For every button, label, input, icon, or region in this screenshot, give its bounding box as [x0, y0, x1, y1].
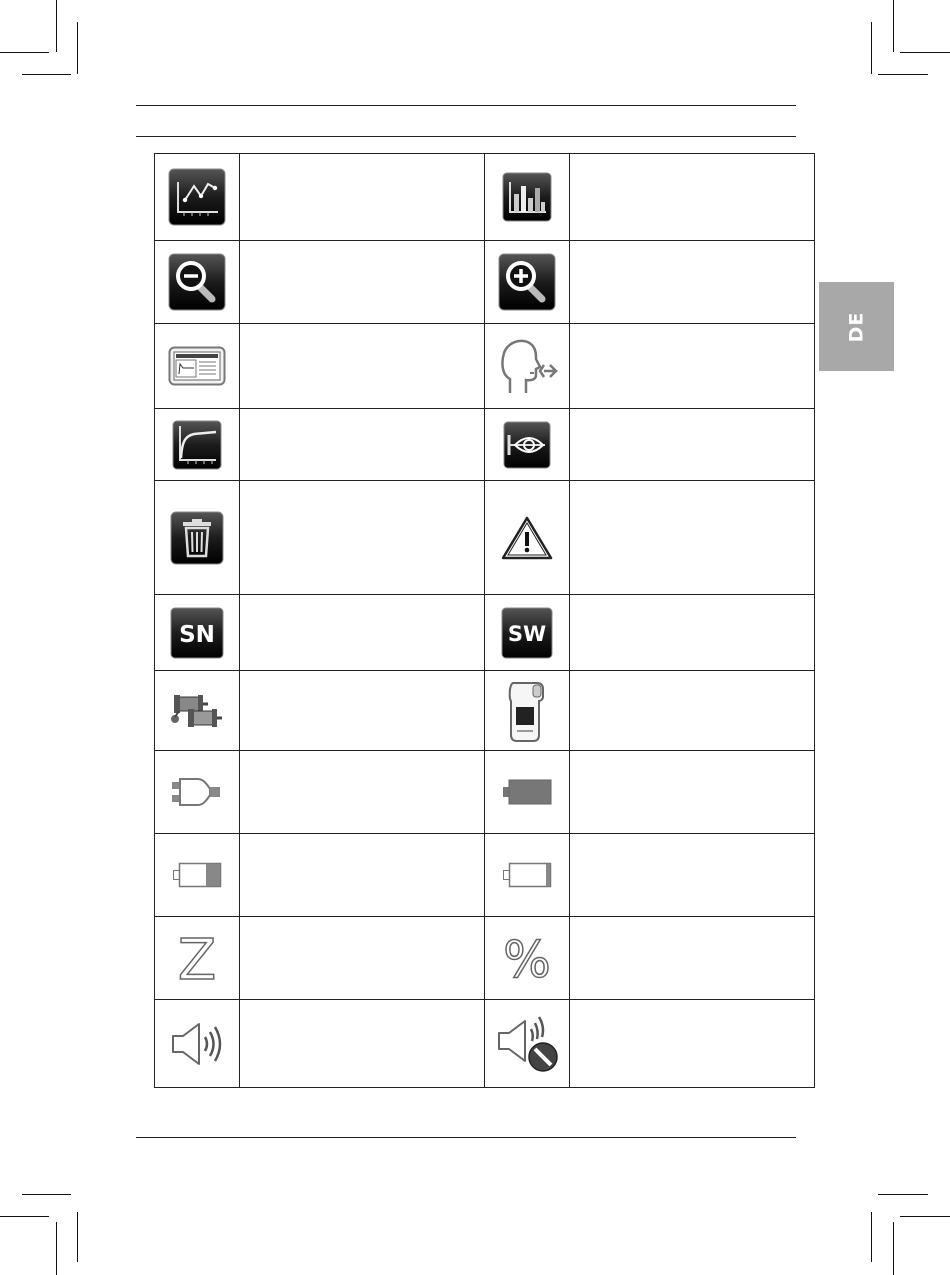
eye-view-icon	[503, 421, 551, 469]
crop-mark	[0, 1216, 49, 1217]
warning-icon	[501, 515, 553, 561]
crop-mark	[56, 1222, 57, 1275]
table-row	[155, 595, 815, 671]
table-row	[155, 917, 815, 1000]
crop-mark	[893, 1222, 894, 1275]
table-row	[155, 1000, 815, 1088]
icon-cell	[485, 595, 570, 671]
header-rule-top	[136, 105, 796, 106]
language-tab	[819, 282, 894, 371]
icon-cell	[155, 834, 240, 917]
crop-mark	[878, 74, 928, 75]
crop-mark	[893, 0, 894, 52]
description-cell	[240, 751, 485, 834]
battery-full-icon	[502, 778, 552, 806]
sn-icon-label: SN	[179, 621, 215, 648]
icon-cell	[155, 917, 240, 1000]
header-rule-bottom	[136, 136, 796, 137]
icon-cell	[485, 1000, 570, 1088]
crop-mark	[871, 1212, 872, 1262]
icon-table	[154, 153, 815, 1088]
battery-half-icon	[172, 861, 222, 889]
spirometer-device-icon	[507, 679, 547, 743]
z-score-icon-label: Z	[177, 931, 217, 985]
description-cell	[240, 1000, 485, 1088]
description-cell	[240, 834, 485, 917]
crop-mark	[56, 0, 57, 52]
description-cell	[570, 595, 815, 671]
table-row	[155, 834, 815, 917]
table-row	[155, 154, 815, 241]
description-cell	[240, 917, 485, 1000]
z-score-icon	[172, 931, 222, 985]
table-row	[155, 671, 815, 751]
flow-curve-icon	[172, 420, 222, 470]
description-cell	[570, 409, 815, 481]
icon-cell	[155, 751, 240, 834]
description-cell	[570, 751, 815, 834]
zoom-in-icon	[498, 253, 556, 311]
crop-mark	[22, 74, 71, 75]
speaker-muted-icon	[495, 1013, 559, 1075]
icon-cell	[155, 324, 240, 409]
icon-cell	[155, 1000, 240, 1088]
language-tab-label: DE	[845, 311, 868, 342]
icon-cell	[485, 751, 570, 834]
description-cell	[570, 671, 815, 751]
icon-cell	[485, 324, 570, 409]
table-row	[155, 481, 815, 595]
icon-cell	[155, 481, 240, 595]
description-cell	[570, 324, 815, 409]
table-row	[155, 751, 815, 834]
sw-icon-label: SW	[507, 621, 547, 646]
description-cell	[240, 595, 485, 671]
patient-exhale-icon	[496, 335, 558, 397]
calibration-syringe-icon	[170, 689, 224, 733]
icon-cell	[155, 671, 240, 751]
crop-mark	[0, 52, 49, 53]
zoom-out-icon	[168, 253, 226, 311]
description-cell	[240, 671, 485, 751]
description-cell	[570, 917, 815, 1000]
percent-icon	[498, 931, 556, 985]
icon-cell	[155, 241, 240, 324]
description-cell	[570, 241, 815, 324]
crop-mark	[878, 1194, 928, 1195]
speaker-on-icon	[169, 1020, 225, 1068]
line-graph-icon	[168, 168, 226, 226]
table-row	[155, 241, 815, 324]
icon-cell	[485, 241, 570, 324]
description-cell	[240, 154, 485, 241]
bar-chart-icon	[502, 172, 552, 222]
icon-cell	[485, 481, 570, 595]
description-cell	[240, 324, 485, 409]
description-cell	[570, 154, 815, 241]
icon-cell	[485, 917, 570, 1000]
icon-cell	[485, 154, 570, 241]
description-cell	[570, 1000, 815, 1088]
icon-cell	[485, 834, 570, 917]
description-cell	[240, 409, 485, 481]
crop-mark	[900, 52, 950, 53]
crop-mark	[900, 1216, 950, 1217]
icon-cell	[155, 154, 240, 241]
table-row	[155, 409, 815, 481]
power-plug-icon	[170, 774, 224, 810]
crop-mark	[77, 1212, 78, 1262]
sn-icon	[170, 607, 224, 659]
crop-mark	[77, 22, 78, 74]
crop-mark	[871, 22, 872, 74]
report-icon	[168, 346, 226, 386]
footer-rule	[136, 1137, 796, 1138]
sw-icon	[501, 607, 553, 659]
icon-cell	[155, 595, 240, 671]
description-cell	[570, 834, 815, 917]
crop-mark	[22, 1194, 71, 1195]
description-cell	[240, 481, 485, 595]
description-cell	[240, 241, 485, 324]
battery-low-icon	[502, 861, 552, 889]
table-row	[155, 324, 815, 409]
icon-cell	[485, 671, 570, 751]
percent-icon-label: %	[503, 931, 551, 985]
description-cell	[570, 481, 815, 595]
icon-cell	[155, 409, 240, 481]
icon-cell	[485, 409, 570, 481]
trash-icon	[170, 511, 224, 565]
